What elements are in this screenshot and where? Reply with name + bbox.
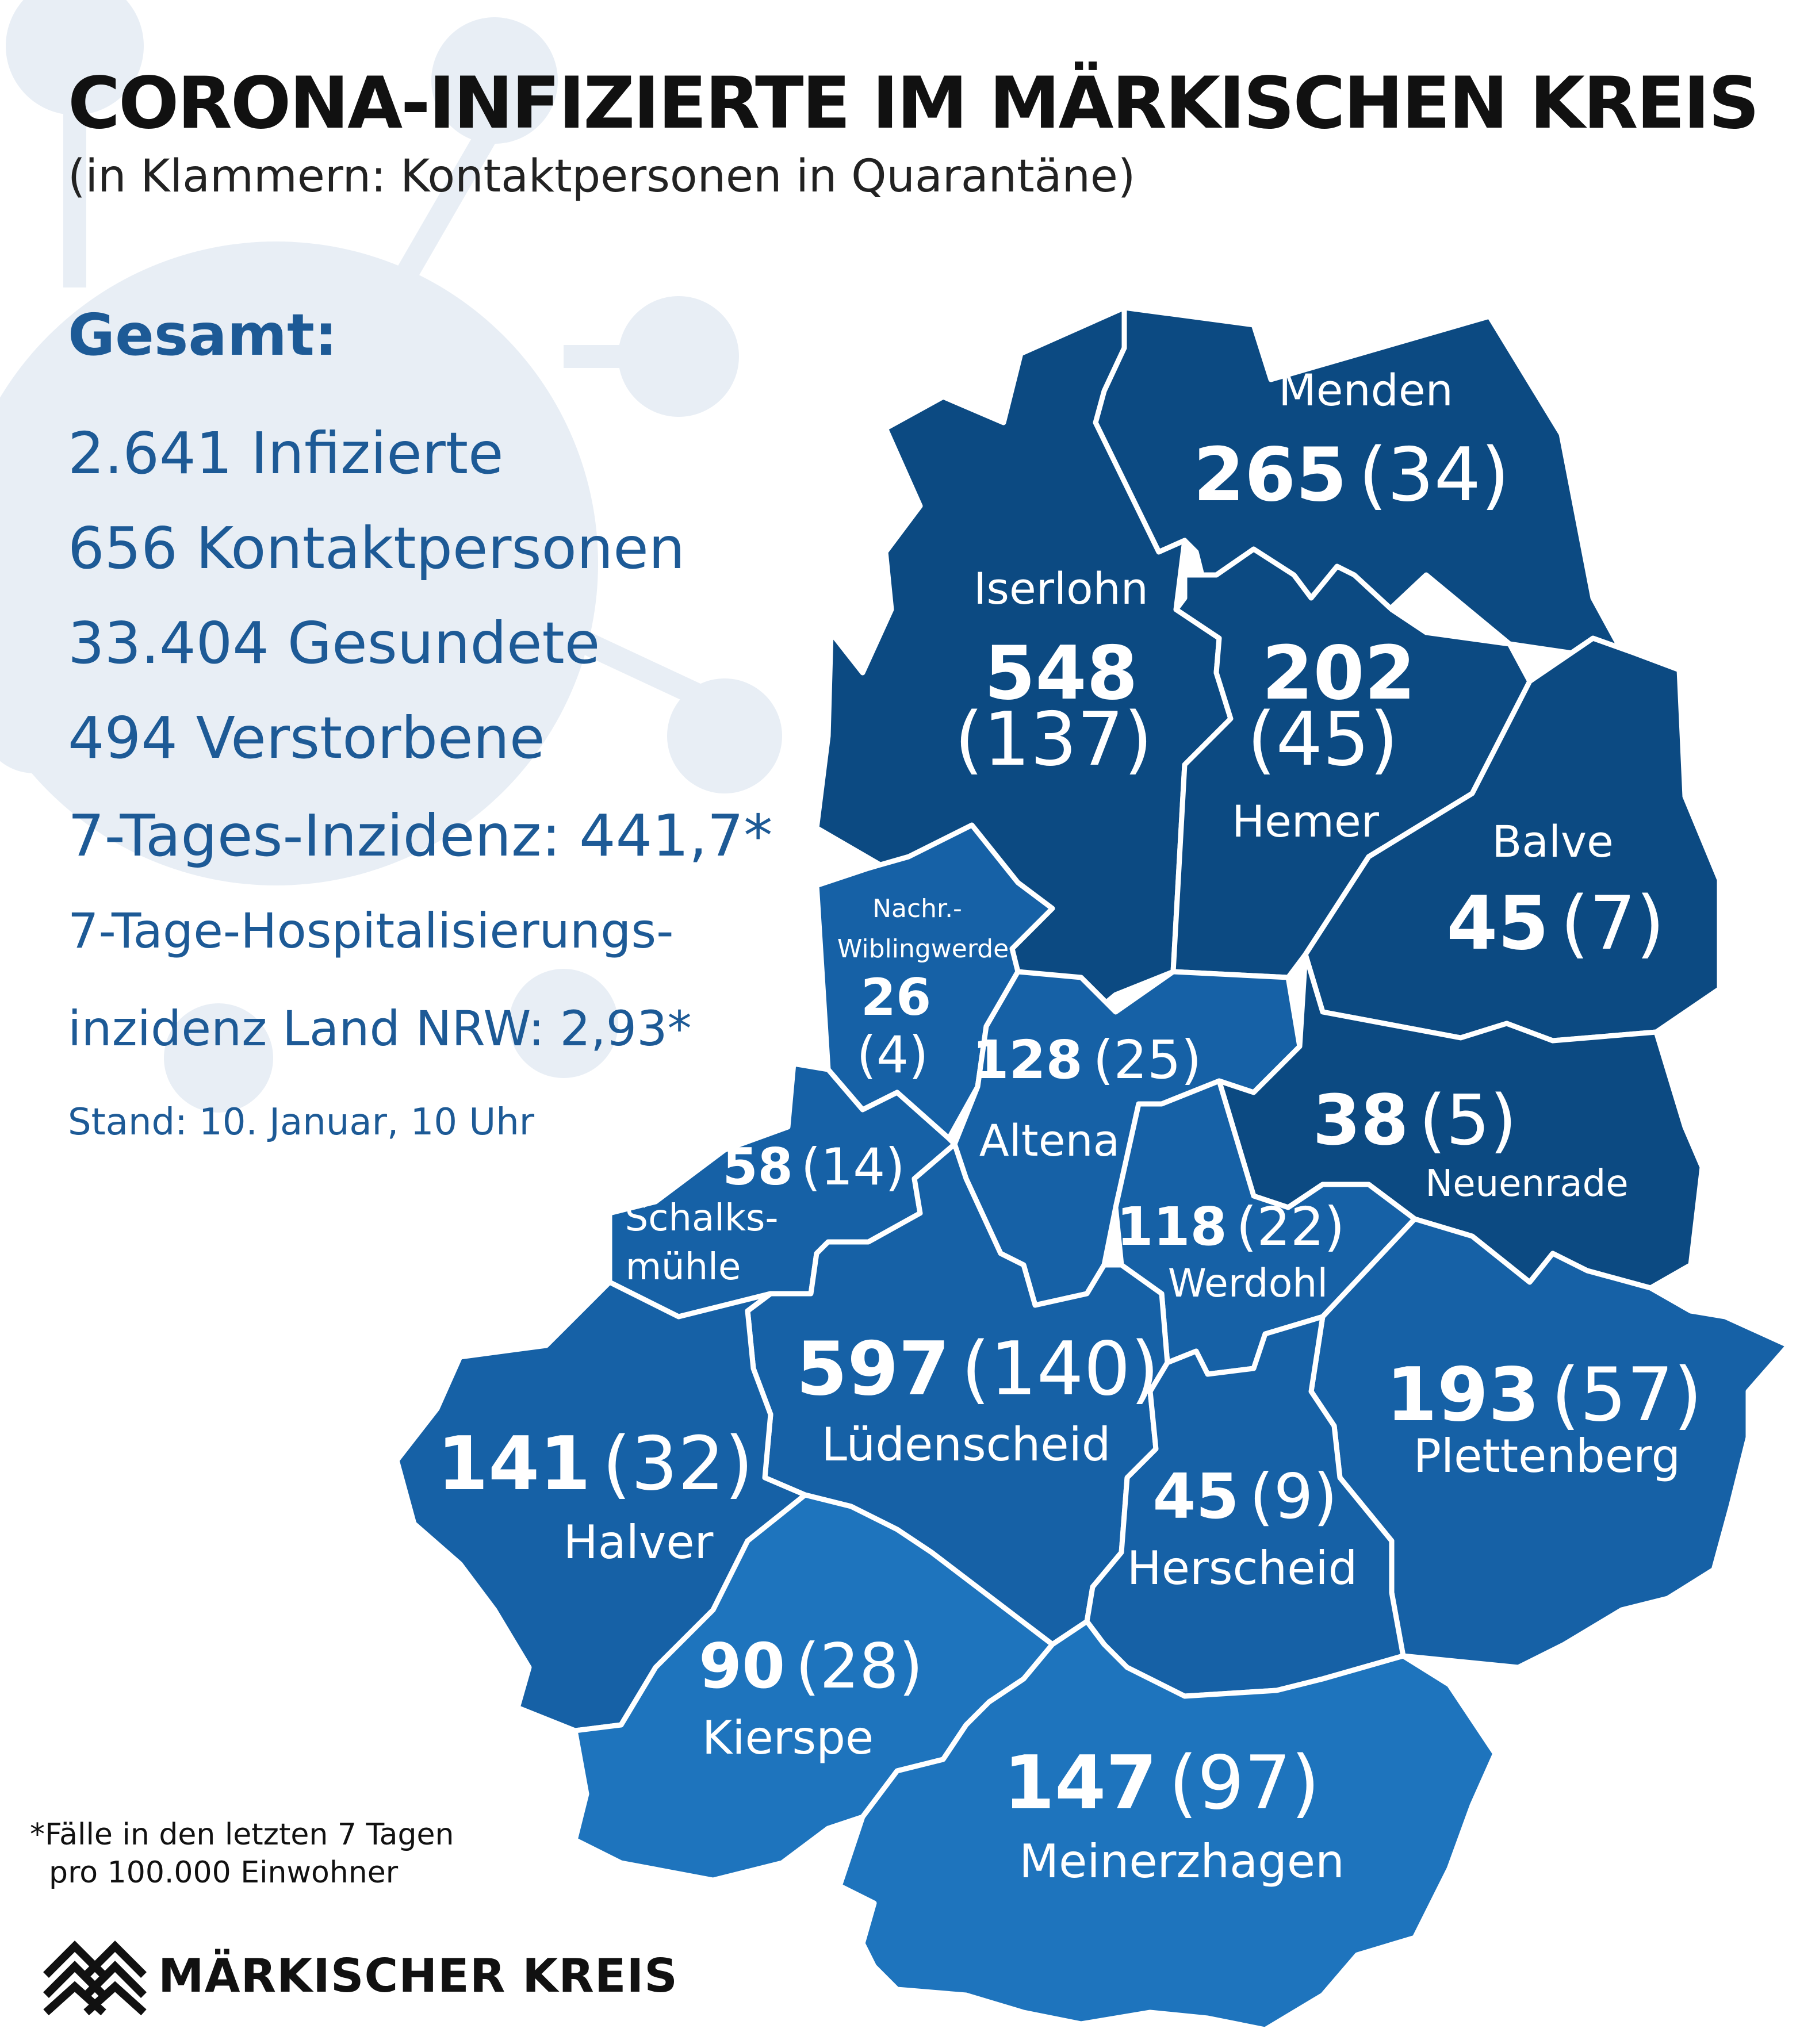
summary-incidence: 7-Tages-Inzidenz: 441,7*	[68, 802, 773, 869]
region-contacts-schalksmuehle: (14)	[801, 1137, 905, 1197]
region-infected-halver: 141	[437, 1421, 591, 1507]
region-name-schalksmuehle-line1: Schalks-	[625, 1197, 779, 1240]
summary-contacts: 656 Kontaktpersonen	[68, 515, 685, 582]
region-contacts-kierspe: (28)	[795, 1631, 923, 1702]
page-subtitle: (in Klammern: Kontaktpersonen in Quarantäne)	[68, 151, 1136, 202]
region-name-hemer: Hemer	[1232, 796, 1379, 847]
region-name-herscheid: Herscheid	[1127, 1541, 1358, 1595]
region-contacts-menden: (34)	[1358, 432, 1510, 518]
svg-text:597(140)	[796, 1326, 1159, 1412]
region-infected-kierspe: 90	[699, 1631, 786, 1702]
region-infected-nachrodt: 26	[860, 968, 932, 1027]
region-name-altena: Altena	[979, 1115, 1120, 1166]
logo-text: MÄRKISCHER KREIS	[158, 1949, 678, 2003]
region-name-halver: Halver	[563, 1516, 714, 1569]
svg-text:90(28)	[699, 1631, 923, 1702]
region-contacts-balve: (7)	[1560, 881, 1665, 967]
region-infected-altena: 128	[972, 1029, 1083, 1091]
maerkischer-kreis-logo-icon	[40, 1935, 150, 2015]
region-infected-plettenberg: 193	[1386, 1352, 1540, 1438]
region-name-neuenrade: Neuenrade	[1425, 1163, 1629, 1205]
region-contacts-meinerzhagen: (97)	[1169, 1740, 1320, 1826]
region-contacts-halver: (32)	[602, 1421, 753, 1507]
region-contacts-hemer: (45)	[1247, 697, 1399, 783]
region-contacts-luedenscheid: (140)	[961, 1326, 1159, 1412]
region-name-nachrodt-line2: Wiblingwerde	[837, 934, 1009, 964]
region-name-schalksmuehle-line2: mühle	[625, 1246, 741, 1288]
page-title: CORONA-INFIZIERTE IM MÄRKISCHEN KREIS	[68, 62, 1758, 145]
region-name-nachrodt-line1: Nachr.-	[872, 894, 962, 923]
region-contacts-plettenberg: (57)	[1551, 1352, 1702, 1438]
region-infected-iserlohn: 548	[984, 631, 1138, 716]
region-infected-menden: 265	[1193, 432, 1347, 518]
region-contacts-herscheid: (9)	[1249, 1461, 1338, 1533]
summary-recovered: 33.404 Gesundete	[68, 609, 600, 677]
region-name-plettenberg: Plettenberg	[1413, 1429, 1681, 1483]
region-name-luedenscheid: Lüdenscheid	[821, 1418, 1111, 1471]
summary-date: Stand: 10. Januar, 10 Uhr	[68, 1101, 535, 1144]
footnote: *Fälle in den letzten 7 Tagen pro 100.000 Einwohner	[30, 1817, 454, 1890]
region-infected-herscheid: 45	[1152, 1461, 1239, 1533]
region-infected-meinerzhagen: 147	[1004, 1740, 1158, 1826]
region-infected-hemer: 202	[1262, 631, 1416, 716]
region-infected-neuenrade: 38	[1312, 1081, 1409, 1161]
summary-heading: Gesamt:	[68, 301, 338, 369]
region-infected-werdohl: 118	[1116, 1196, 1227, 1257]
region-name-meinerzhagen: Meinerzhagen	[1019, 1835, 1345, 1888]
summary-hospitalization-line2: inzidenz Land NRW: 2,93*	[68, 1000, 692, 1057]
region-contacts-neuenrade: (5)	[1419, 1081, 1517, 1161]
svg-text:58(14)	[722, 1137, 905, 1197]
summary-deceased: 494 Verstorbene	[68, 704, 545, 772]
region-infected-balve: 45	[1446, 881, 1549, 967]
summary-hospitalization-line1: 7-Tage-Hospitalisierungs-	[68, 903, 674, 959]
region-contacts-iserlohn: (137)	[954, 697, 1153, 783]
region-contacts-altena: (25)	[1093, 1029, 1202, 1091]
region-infected-schalksmuehle: 58	[722, 1137, 793, 1197]
region-contacts-werdohl: (22)	[1236, 1196, 1345, 1257]
region-infected-luedenscheid: 597	[796, 1326, 950, 1412]
region-name-werdohl: Werdohl	[1167, 1261, 1328, 1306]
region-name-kierspe: Kierspe	[702, 1711, 874, 1765]
region-name-iserlohn: Iserlohn	[974, 563, 1148, 614]
region-name-menden: Menden	[1278, 365, 1453, 416]
summary-infected: 2.641 Infizierte	[68, 420, 504, 487]
region-name-balve: Balve	[1492, 816, 1614, 867]
region-contacts-nachrodt: (4)	[856, 1025, 929, 1084]
